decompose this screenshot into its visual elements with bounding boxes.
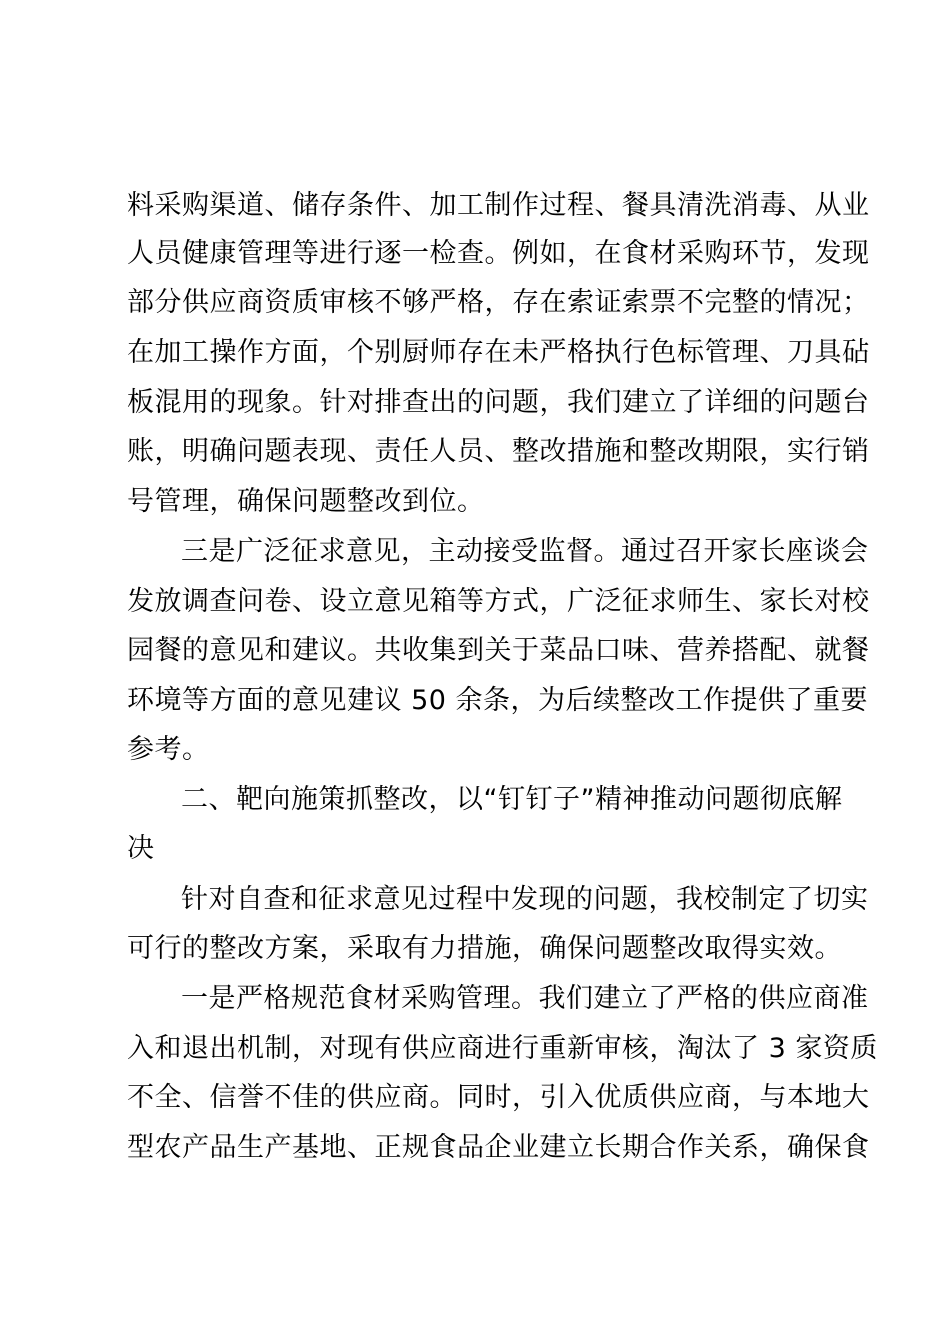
- section-heading: 二、靶向施策抓整改，以“钉钉子”精神推动问题彻底解: [181, 784, 843, 815]
- text-line: 不全、信誉不佳的供应商。同时，引入优质供应商，与本地大: [127, 1082, 870, 1113]
- paragraph-first-line: 三是广泛征求意见，主动接受监督。通过召开家长座谈会: [181, 536, 869, 567]
- text-line: 园餐的意见和建议。共收集到关于菜品口味、营养搭配、就餐: [127, 635, 870, 666]
- text-line: 环境等方面的意见建议 50 余条，为后续整改工作提供了重要: [127, 685, 869, 716]
- text-line: 部分供应商资质审核不够严格，存在索证索票不完整的情况；: [127, 287, 870, 318]
- text-line: 账，明确问题表现、责任人员、整改措施和整改期限，实行销: [127, 436, 870, 467]
- text-line: 料采购渠道、储存条件、加工制作过程、餐具清洗消毒、从业: [127, 190, 870, 221]
- text-line: 入和退出机制，对现有供应商进行重新审核，淘汰了 3 家资质: [127, 1033, 878, 1064]
- text-line: 人员健康管理等进行逐一检查。例如，在食材采购环节，发现: [127, 238, 870, 269]
- text-line: 型农产品生产基地、正规食品企业建立长期合作关系，确保食: [127, 1132, 870, 1163]
- text-line: 在加工操作方面，个别厨师存在未严格执行色标管理、刀具砧: [127, 337, 870, 368]
- text-line: 号管理，确保问题整改到位。: [127, 486, 485, 517]
- text-line: 发放调查问卷、设立意见箱等方式，广泛征求师生、家长对校: [127, 586, 870, 617]
- section-heading-continued: 决: [127, 833, 155, 864]
- paragraph-first-line: 一是严格规范食材采购管理。我们建立了严格的供应商准: [181, 983, 869, 1014]
- text-line: 可行的整改方案，采取有力措施，确保问题整改取得实效。: [127, 933, 842, 964]
- text-line: 参考。: [127, 734, 210, 765]
- text-line: 板混用的现象。针对排查出的问题，我们建立了详细的问题台: [127, 387, 870, 418]
- paragraph-first-line: 针对自查和征求意见过程中发现的问题，我校制定了切实: [181, 884, 869, 915]
